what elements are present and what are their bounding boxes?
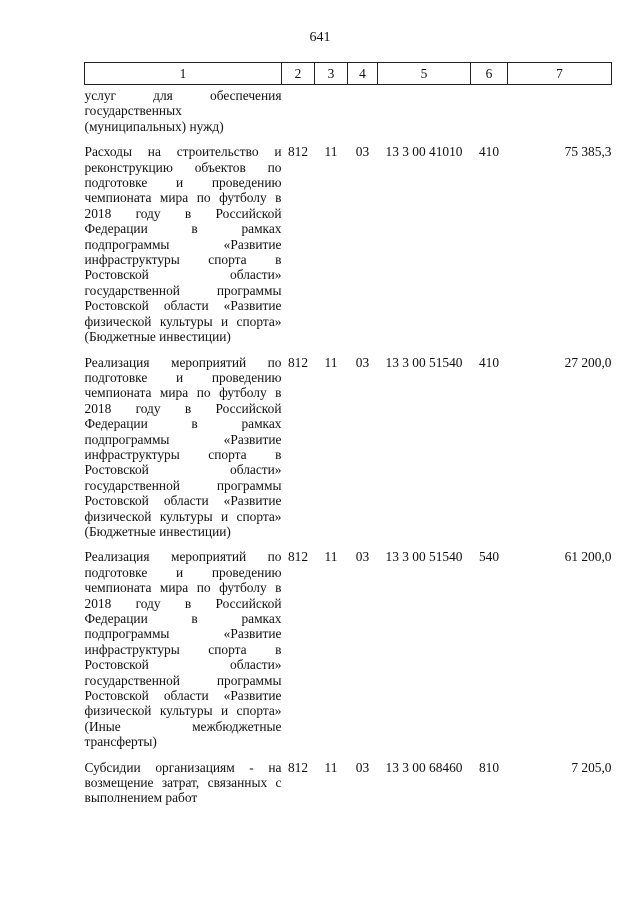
row-target-article: 13 3 00 41010 — [385, 144, 463, 160]
row-subsection: 03 — [355, 549, 370, 565]
row-amount: 27 200,0 — [564, 354, 612, 370]
row-amount: 7 205,0 — [571, 759, 612, 775]
header-col-7: 7 — [508, 63, 612, 85]
header-col-5: 5 — [378, 63, 471, 85]
row-expense-type: 410 — [478, 144, 500, 160]
row-description: Реализация мероприятий по подготовке и проведению чемпионата мира по футболу в 2018 году в Российской Федерации в рамках подпрограммы «Развитие инфраструктуры спорта в Ростовской области» государственной программы Ростовской области «Развитие физической культуры и спорта» (Бюджетные инвестиции) — [84, 354, 282, 539]
row-ministry: 812 — [287, 549, 309, 565]
table-row-continuation — [85, 85, 612, 135]
row-section: 11 — [324, 549, 338, 565]
row-section: 11 — [324, 759, 338, 775]
row-target-article: 13 3 00 51540 — [385, 549, 463, 565]
header-col-2: 2 — [282, 63, 315, 85]
row-expense-type: 540 — [478, 549, 500, 565]
row-description: Субсидии организациям - на возмещение затрат, связанных с выполнением работ — [84, 759, 282, 806]
table-row — [85, 134, 612, 344]
header-col-6: 6 — [471, 63, 508, 85]
row-target-article: 13 3 00 51540 — [385, 354, 463, 370]
row-ministry: 812 — [287, 354, 309, 370]
header-col-1: 1 — [85, 63, 282, 85]
row-expense-type: 810 — [478, 759, 500, 775]
table-row — [85, 345, 612, 540]
row-ministry: 812 — [287, 144, 309, 160]
continuation-text: услуг для обеспечения государственных (муниципальных) нужд) — [84, 88, 282, 134]
row-amount: 61 200,0 — [564, 549, 612, 565]
row-subsection: 03 — [355, 354, 370, 370]
row-expense-type: 410 — [478, 354, 500, 370]
header-col-3: 3 — [315, 63, 348, 85]
table-row — [85, 750, 612, 806]
row-subsection: 03 — [355, 144, 370, 160]
row-target-article: 13 3 00 68460 — [385, 759, 463, 775]
row-subsection: 03 — [355, 759, 370, 775]
header-col-4: 4 — [348, 63, 378, 85]
table-row — [85, 539, 612, 749]
row-description: Расходы на строительство и реконструкцию объектов по подготовке и проведению чемпионата мира по футболу в 2018 году в Российской Федерации в рамках подпрограммы «Развитие инфраструктуры спорта в Ростовской области» государственной программы Ростовской области «Развитие физической культуры и спорта» (Бюджетные инвестиции) — [84, 144, 282, 345]
table-header-row — [85, 63, 612, 85]
row-description: Реализация мероприятий по подготовке и проведению чемпионата мира по футболу в 2018 году в Российской Федерации в рамках подпрограммы «Развитие инфраструктуры спорта в Ростовской области» государственной программы Ростовской области «Развитие физической культуры и спорта» (Иные межбюджетные трансферты) — [84, 549, 282, 750]
row-ministry: 812 — [287, 759, 309, 775]
budget-table — [84, 62, 612, 806]
row-section: 11 — [324, 144, 338, 160]
page-number: 641 — [309, 30, 331, 45]
row-amount: 75 385,3 — [564, 144, 612, 160]
row-section: 11 — [324, 354, 338, 370]
